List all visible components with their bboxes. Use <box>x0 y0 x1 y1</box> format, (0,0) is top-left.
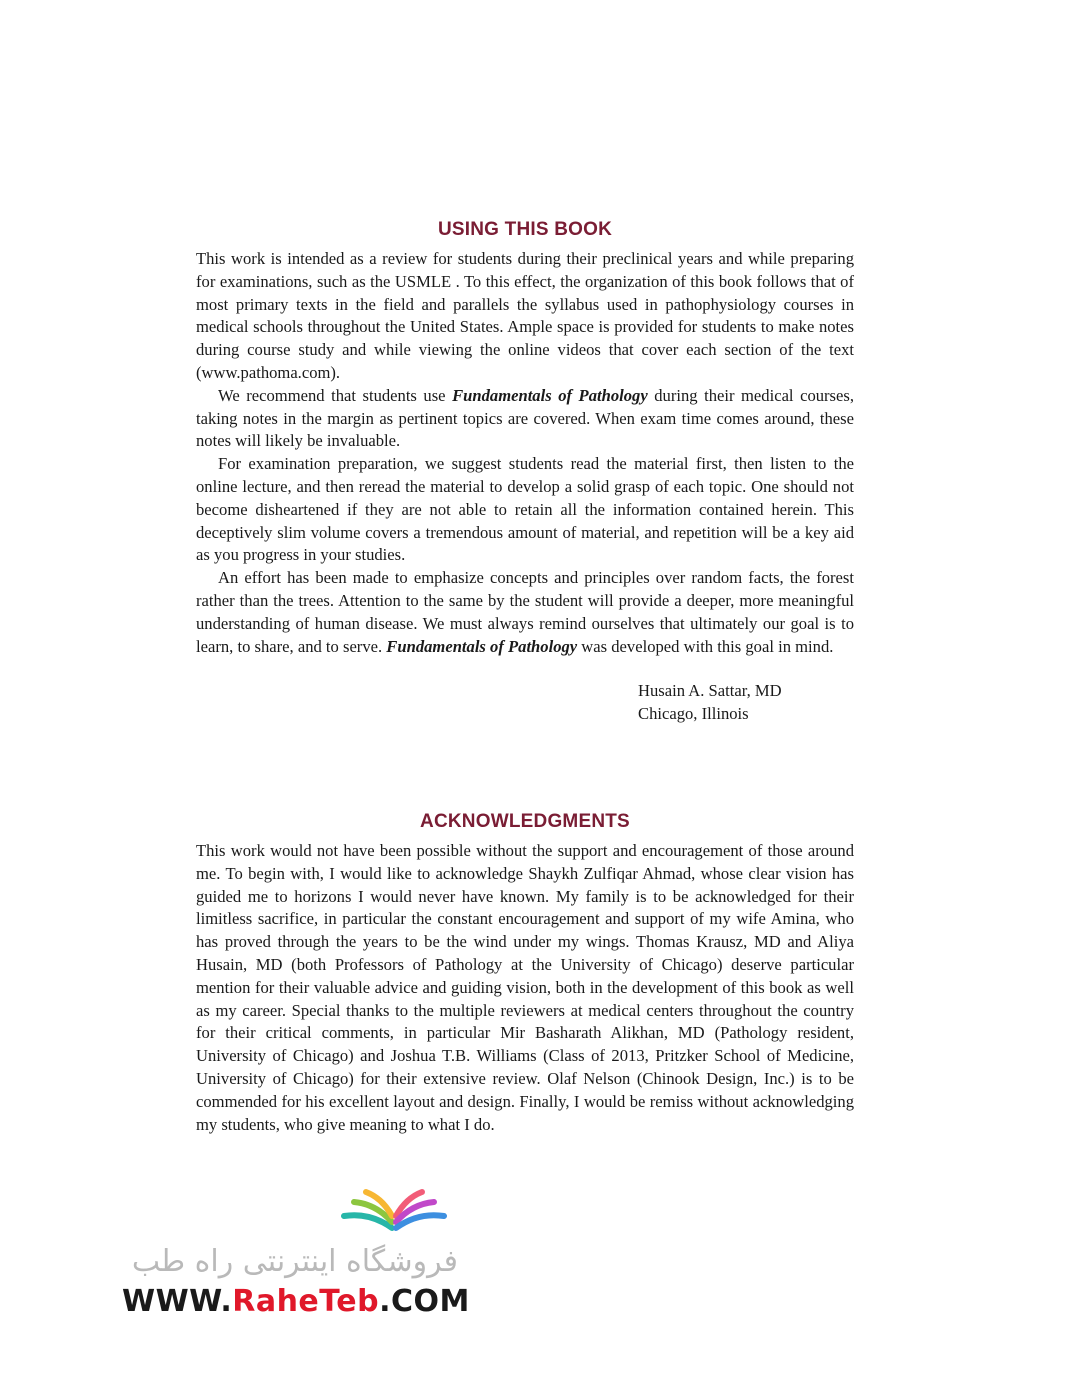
website-suffix: .COM <box>379 1284 470 1319</box>
author-name: Husain A. Sattar, MD <box>638 681 782 700</box>
paragraph-effort-start: An effort has been made to emphasize concepts and principles over random facts, the forest rather than the trees. Attention to the same by the student will provide a deeper, more meaningful understanding of human disease. We must always remind ourselves that ultimately our goal is to learn, to share, and to serve. <box>196 568 854 656</box>
watermark-shop-name: فروشگاه اینترنتی راه طب <box>131 1244 458 1279</box>
section-title-using-this-book: USING THIS BOOK <box>437 219 612 240</box>
paragraph-effort-end: was developed with this goal in mind. <box>577 636 834 656</box>
book-title-emphasis: Fundamentals of Pathology <box>386 636 578 656</box>
author-signature <box>638 680 782 726</box>
paragraph-intro: This work is intended as a review for students during their preclinical years and while preparing for examinations, such as the USMLE . To this effect, the organization of this book follows that of most primary texts in the field and parallels the syllabus used in pathophysiology courses in medical schools throughout the United States. Ample space is provided for students to make notes during course study and while viewing the online videos that cover each section of the text (www.pathoma.com). <box>196 249 854 382</box>
website-brand: RaheTeb <box>232 1284 380 1319</box>
using-this-book-body <box>196 248 854 658</box>
section-title-acknowledgments: ACKNOWLEDGMENTS <box>420 811 630 832</box>
paragraph-effort <box>196 567 854 658</box>
watermark-website <box>122 1284 470 1319</box>
paragraph-recommend <box>196 385 854 453</box>
author-location: Chicago, Illinois <box>638 703 749 723</box>
open-book-rainbow-icon <box>330 1186 460 1246</box>
paragraph-recommend-end: during their medical courses, taking notes in the margin as pertinent topics are covered. When exam time comes around, these notes will likely be invaluable. <box>196 385 854 451</box>
paragraph-recommend-start: We recommend that students use <box>218 385 453 405</box>
paragraph-acknowledgments: This work would not have been possible without the support and encouragement of those around me. To begin with, I would like to acknowledge Shaykh Zulfiqar Ahmad, whose clear vision has guided me to horizons I would never have known. My family is to be acknowledged for their limitless sacrifice, in particular the constant encouragement and support of my wife Amina, who has proved through the years to be the wind under my wings. Thomas Krausz, MD and Aliya Husain, MD (both Professors of Pathology at the University of Chicago) deserve particular mention for their valuable advice and guiding vision, both in the development of this book as well as my career. Special thanks to the multiple reviewers at medical centers throughout the country for their critical comments, in particular Mir Basharath Alikhan, MD (Pathology resident, University of Chicago) and Joshua T.B. Williams (Class of 2013, Pritzker School of Medicine, University of Chicago) for their extensive review. Olaf Nelson (Chinook Design, Inc.) is to be commended for his excellent layout and design. Finally, I would be remiss without acknowledging my students, who give meaning to what I do. <box>196 841 854 1134</box>
website-prefix: WWW. <box>122 1284 233 1319</box>
acknowledgments-body <box>196 840 854 1136</box>
book-title-emphasis: Fundamentals of Pathology <box>452 385 648 405</box>
paragraph-exam-preparation: For examination preparation, we suggest students read the material first, then listen to the online lecture, and then reread the material to develop a solid grasp of each topic. One should not become disheartened if they are not able to retain all the information contained herein. This deceptively slim volume covers a tremendous amount of material, and repetition will be a key aid as you progress in your studies. <box>196 454 854 565</box>
